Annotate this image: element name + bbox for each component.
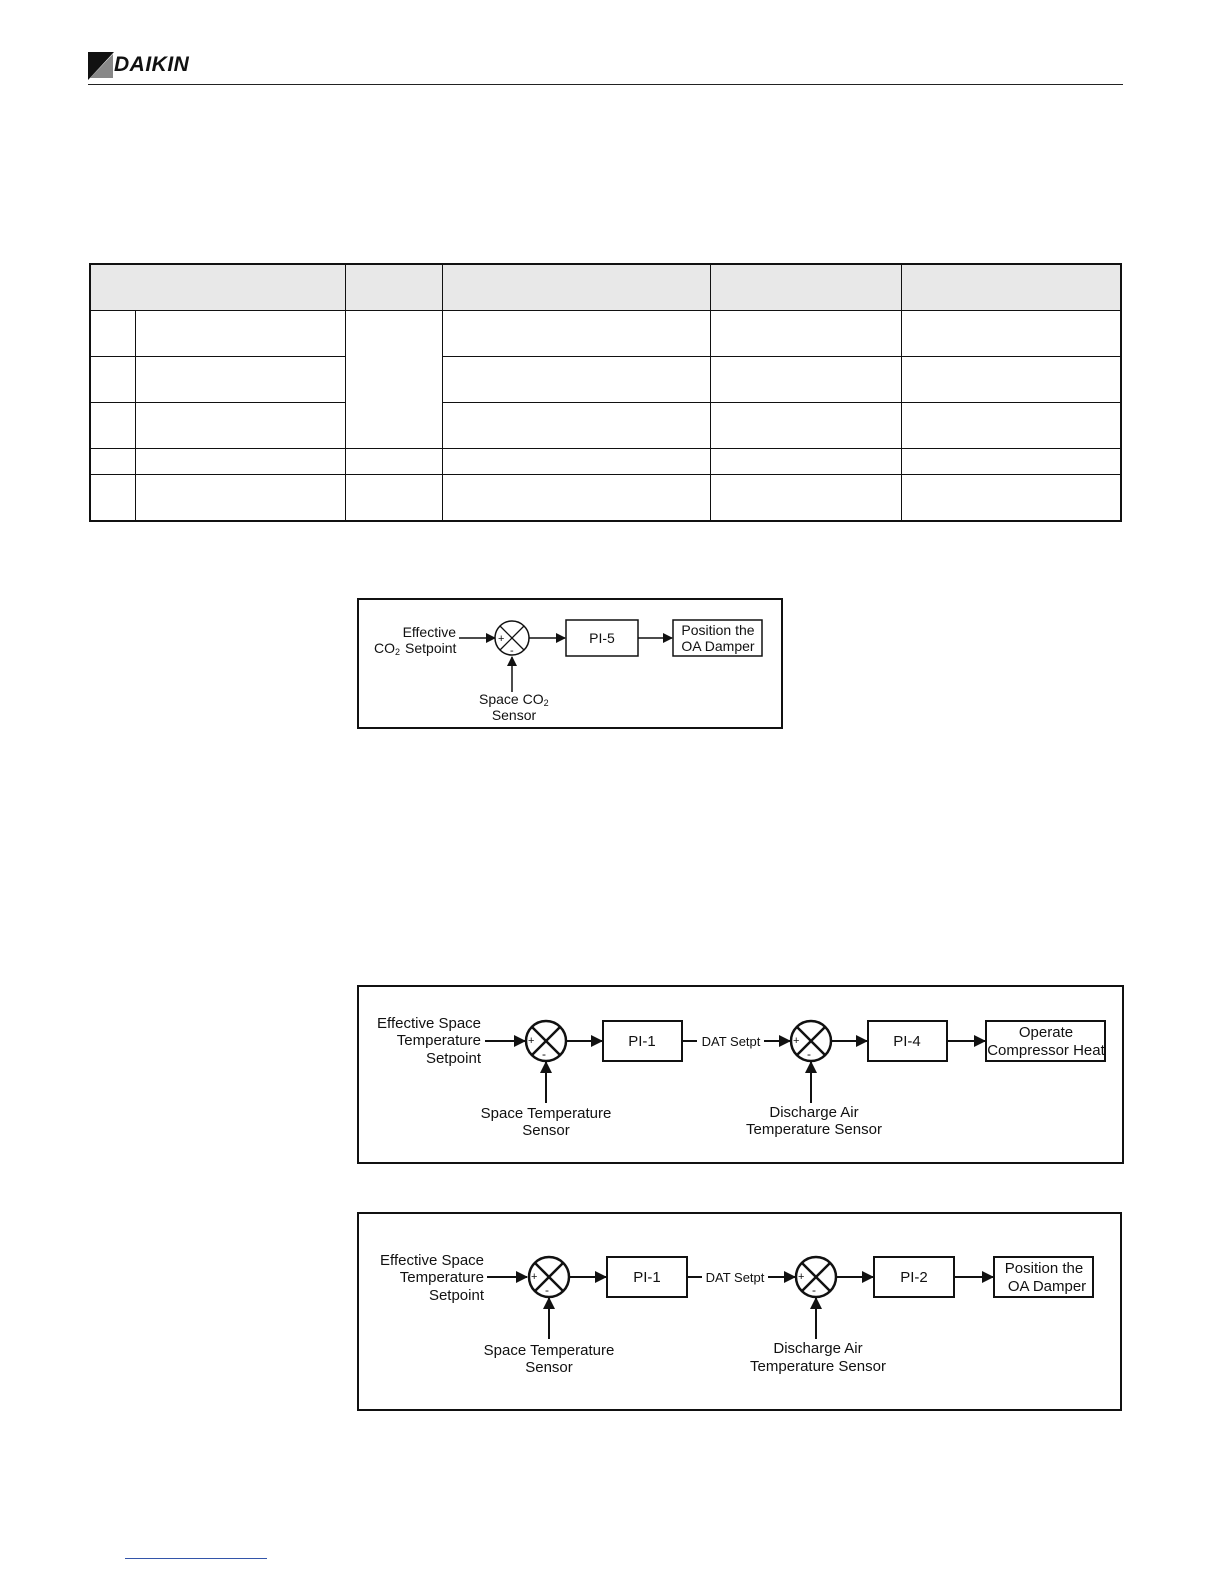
svg-text:-: - xyxy=(545,1283,549,1297)
setpoint-label-line2: Temperature xyxy=(396,1032,481,1049)
sensor2-label-line2: Temperature Sensor xyxy=(746,1121,882,1138)
svg-text:-: - xyxy=(812,1283,816,1297)
logo-mark-icon xyxy=(88,52,114,80)
dat-setpt-label: DAT Setpt xyxy=(705,1270,765,1285)
oa-damper-control-diagram xyxy=(357,1212,1122,1411)
table-cell xyxy=(901,357,1121,403)
svg-text:+: + xyxy=(531,1271,538,1283)
table-cell xyxy=(345,311,442,449)
table-cell xyxy=(711,311,902,357)
table-cell xyxy=(90,449,136,475)
sensor1-label-line2: Sensor xyxy=(525,1359,573,1376)
table-cell xyxy=(90,403,136,449)
table-cell xyxy=(136,475,346,521)
table-cell xyxy=(442,403,710,449)
sensor-label-line1: Space CO2 xyxy=(479,691,549,708)
table-cell xyxy=(442,449,710,475)
table-cell xyxy=(136,449,346,475)
svg-text:-: - xyxy=(510,645,514,657)
table-cell xyxy=(90,475,136,521)
table-row xyxy=(90,475,1121,521)
output-label-line2: OA Damper xyxy=(681,638,755,654)
parameter-table xyxy=(89,263,1122,522)
sensor1-label-line2: Sensor xyxy=(522,1122,570,1139)
table-cell xyxy=(442,311,710,357)
table-header-cell xyxy=(901,264,1121,311)
svg-text:-: - xyxy=(807,1047,811,1061)
compressor-heat-control-diagram xyxy=(357,985,1124,1164)
setpoint-label: Effective xyxy=(402,624,456,640)
table-cell xyxy=(136,357,346,403)
setpoint-label-co2: CO2 Setpoint xyxy=(374,640,457,657)
summing-junction-1 xyxy=(526,1021,566,1061)
sensor2-label-line2: Temperature Sensor xyxy=(750,1358,886,1375)
table-cell xyxy=(901,475,1121,521)
daikin-logo xyxy=(88,52,218,82)
table-row xyxy=(90,311,1121,357)
pi4-label: PI-4 xyxy=(893,1033,921,1050)
output-label-line1: Operate xyxy=(1018,1024,1074,1041)
svg-text:+: + xyxy=(798,1271,805,1283)
table-cell xyxy=(136,403,346,449)
svg-text:+: + xyxy=(528,1035,535,1047)
table-header-row xyxy=(90,264,1121,311)
svg-text:+: + xyxy=(498,633,505,645)
table-cell xyxy=(901,449,1121,475)
summing-junction-1 xyxy=(529,1257,569,1297)
svg-text:+: + xyxy=(793,1035,800,1047)
setpoint-label-line3: Setpoint xyxy=(428,1287,484,1304)
sensor-label-line2: Sensor xyxy=(491,707,537,723)
table-cell xyxy=(711,449,902,475)
sensor1-label-line1: Space Temperature xyxy=(480,1105,612,1122)
dat-setpt-label: DAT Setpt xyxy=(701,1034,761,1049)
table-cell xyxy=(345,449,442,475)
summing-junction xyxy=(495,621,529,657)
table-cell xyxy=(90,357,136,403)
summing-junction-2 xyxy=(791,1021,831,1061)
table-header-cell xyxy=(345,264,442,311)
sensor1-label-line1: Space Temperature xyxy=(483,1342,615,1359)
setpoint-label-line3: Setpoint xyxy=(425,1050,481,1067)
sensor2-label-line1: Discharge Air xyxy=(773,1340,863,1357)
setpoint-label-line1: Effective Space xyxy=(380,1252,484,1269)
table-cell xyxy=(136,311,346,357)
setpoint-label-line1: Effective Space xyxy=(377,1015,481,1032)
table-cell xyxy=(442,357,710,403)
output-label-line1: Position the xyxy=(681,622,755,638)
summing-junction-2 xyxy=(796,1257,836,1297)
output-label-line2: Compressor Heat xyxy=(987,1042,1105,1059)
table-cell xyxy=(901,311,1121,357)
table-header-cell xyxy=(90,264,345,311)
table-header-cell xyxy=(711,264,902,311)
table-cell xyxy=(711,403,902,449)
sensor2-label-line1: Discharge Air xyxy=(769,1104,859,1121)
footer-link-underline xyxy=(125,1558,267,1559)
table-header-cell xyxy=(442,264,710,311)
table-cell xyxy=(442,475,710,521)
svg-text:-: - xyxy=(542,1047,546,1061)
table-row xyxy=(90,449,1121,475)
table-cell xyxy=(345,475,442,521)
table-row xyxy=(90,357,1121,403)
table-cell xyxy=(901,403,1121,449)
table-cell xyxy=(711,357,902,403)
pi1-label: PI-1 xyxy=(628,1033,656,1050)
table-row xyxy=(90,403,1121,449)
table-cell xyxy=(90,311,136,357)
pi5-label: PI-5 xyxy=(589,630,615,646)
co2-control-diagram xyxy=(357,598,783,729)
setpoint-label-line2: Temperature xyxy=(399,1269,484,1286)
pi1-label: PI-1 xyxy=(633,1269,661,1286)
header-rule xyxy=(88,84,1123,85)
brand-name: DAIKIN xyxy=(114,53,190,76)
pi2-label: PI-2 xyxy=(900,1269,928,1286)
output-label-line1: Position the xyxy=(1004,1260,1084,1277)
output-label-line2: OA Damper xyxy=(1007,1278,1087,1295)
table-cell xyxy=(711,475,902,521)
